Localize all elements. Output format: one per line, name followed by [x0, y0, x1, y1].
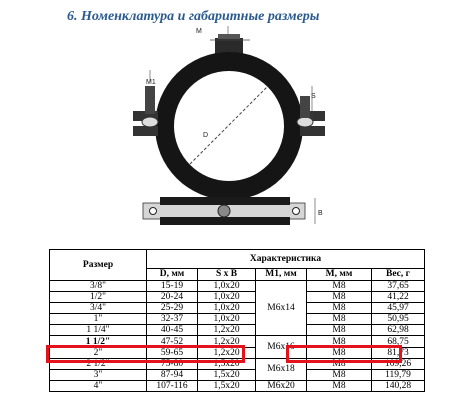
cell-size: 3/4": [50, 303, 147, 314]
cell-m: M8: [307, 314, 372, 325]
cell-m1: M6x18: [256, 358, 307, 380]
table-row: [50, 369, 425, 380]
cell-d: 47-52: [147, 336, 198, 347]
cell-sb: 1,0x20: [198, 292, 256, 303]
cell-sb: 1,5x20: [198, 358, 256, 369]
cell-sb: 1,2x20: [198, 325, 256, 336]
cell-m: M8: [307, 303, 372, 314]
cell-weight: 68,75: [372, 336, 425, 347]
cell-sb: 1,5x20: [198, 380, 256, 391]
cell-m: M8: [307, 380, 372, 391]
cell-weight: 37,65: [372, 281, 425, 292]
cell-d: 25-29: [147, 303, 198, 314]
cell-d: 87-94: [147, 369, 198, 380]
right-bolt-shape: [300, 96, 310, 118]
cell-d: 40-45: [147, 325, 198, 336]
clamp-ring-inner: [174, 71, 284, 181]
cell-d: 107-116: [147, 380, 198, 391]
spec-table: [49, 249, 425, 392]
table-header-row: [50, 250, 425, 269]
header-sb: S x B: [198, 268, 256, 280]
cell-m: M8: [307, 358, 372, 369]
header-group: Характеристика: [147, 250, 425, 269]
highlight-box-right: [286, 345, 402, 363]
cell-size: 1 1/2": [50, 336, 147, 347]
cell-weight: 41,22: [372, 292, 425, 303]
cell-d: 15-19: [147, 281, 198, 292]
cell-m: M8: [307, 347, 372, 358]
cell-sb: 1,0x20: [198, 281, 256, 292]
header-d: D, мм: [147, 268, 198, 280]
cell-sb: 1,2x20: [198, 347, 256, 358]
cell-sb: 1,0x20: [198, 314, 256, 325]
table-row: [50, 314, 425, 325]
label-b: B: [318, 210, 323, 217]
cell-d: 32-37: [147, 314, 198, 325]
cell-weight: 81,73: [372, 347, 425, 358]
cell-m: M8: [307, 336, 372, 347]
cell-sb: 1,5x20: [198, 369, 256, 380]
cell-size: 2 1/2": [50, 358, 147, 369]
section-heading: 6. Номенклатура и габаритные размеры: [67, 9, 320, 24]
cell-weight: 50,95: [372, 314, 425, 325]
cell-size: 3": [50, 369, 147, 380]
cell-size: 3/8": [50, 281, 147, 292]
label-d: D: [203, 132, 209, 139]
cell-m: M8: [307, 369, 372, 380]
cell-size: 1": [50, 314, 147, 325]
cell-weight: 45,97: [372, 303, 425, 314]
cell-m: M8: [307, 292, 372, 303]
table-row: [50, 292, 425, 303]
highlight-box-left: [46, 345, 245, 363]
cell-m: M8: [307, 325, 372, 336]
cell-d: 59-65: [147, 347, 198, 358]
cell-m1: M6x16: [256, 336, 307, 358]
table-row: [50, 380, 425, 391]
header-weight: Вес, г: [372, 268, 425, 280]
cell-size: 4": [50, 380, 147, 391]
cell-size: 2": [50, 347, 147, 358]
cell-size: 1/2": [50, 292, 147, 303]
table-row: [50, 303, 425, 314]
cell-sb: 1,2x20: [198, 336, 256, 347]
table-row: [50, 325, 425, 336]
cell-sb: 1,0x20: [198, 303, 256, 314]
label-s: S: [311, 93, 316, 100]
header-m: M, мм: [307, 268, 372, 280]
cell-weight: 62,98: [372, 325, 425, 336]
header-size: Размер: [50, 250, 147, 281]
cell-d: 20-24: [147, 292, 198, 303]
cell-weight: 109,26: [372, 358, 425, 369]
cell-size: 1 1/4": [50, 325, 147, 336]
left-bolt-shape: [145, 86, 155, 114]
cell-weight: 119,79: [372, 369, 425, 380]
cell-d: 75-80: [147, 358, 198, 369]
cell-weight: 140,28: [372, 380, 425, 391]
table-row: [50, 281, 425, 292]
cell-m1: M6x14: [256, 281, 307, 336]
cell-m1: M6x20: [256, 380, 307, 391]
cell-m: M8: [307, 281, 372, 292]
label-m: M: [196, 28, 202, 35]
label-m1: M1: [146, 79, 156, 86]
header-m1: M1, мм: [256, 268, 307, 280]
